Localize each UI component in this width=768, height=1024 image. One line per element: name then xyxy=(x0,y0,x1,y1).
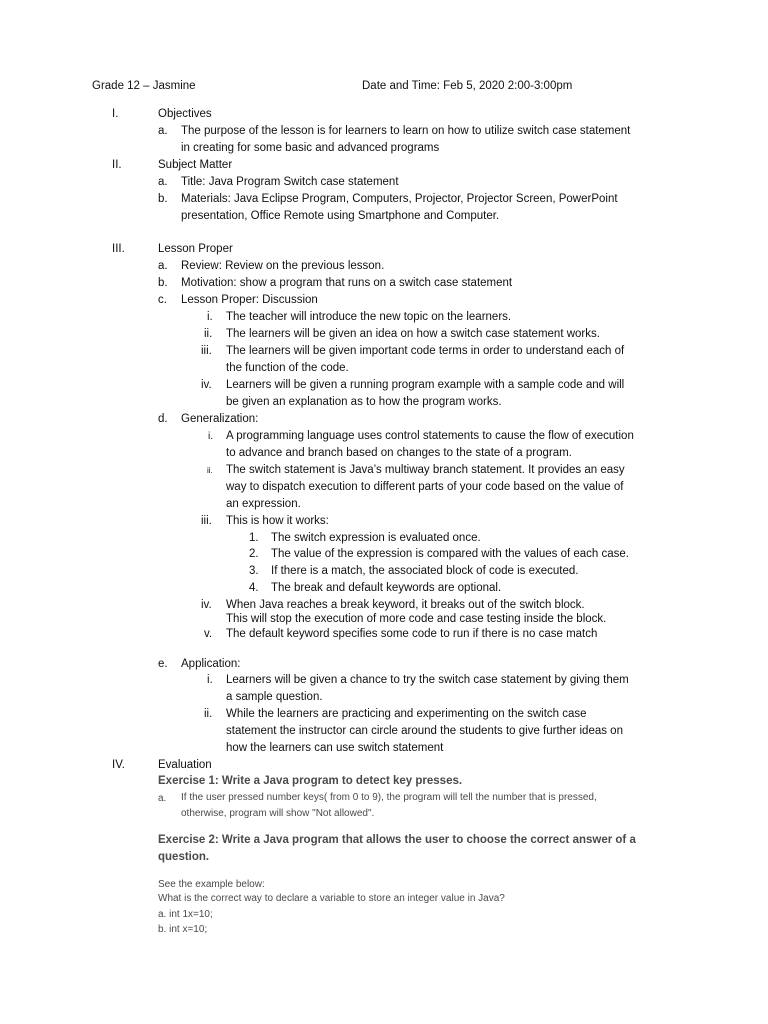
example-question: What is the correct way to declare a variable to store an integer value in Java? xyxy=(158,893,505,904)
header-date-time: Date and Time: Feb 5, 2020 2:00-3:00pm xyxy=(362,80,573,92)
list-item: an expression. xyxy=(226,498,301,510)
item-marker: d. xyxy=(158,413,168,425)
list-item: Lesson Proper: Discussion xyxy=(181,294,318,306)
item-marker: e. xyxy=(158,658,168,670)
list-item: When Java reaches a break keyword, it breaks out of the switch block. xyxy=(226,599,585,611)
objective-text-line: in creating for some basic and advanced programs xyxy=(181,142,440,154)
item-marker: b. xyxy=(158,277,168,289)
section-number: III. xyxy=(112,243,125,255)
number-marker: 2. xyxy=(249,548,259,560)
section-title-lesson-proper: Lesson Proper xyxy=(158,243,233,255)
materials-line: presentation, Office Remote using Smartphone and Computer. xyxy=(181,210,500,222)
roman-marker: ii. xyxy=(207,466,213,475)
item-marker: a. xyxy=(158,793,167,804)
roman-marker: ii. xyxy=(204,328,213,340)
list-item: Learners will be given a running program example with a sample code and will xyxy=(226,379,625,391)
list-item: statement the instructor can circle around the students to give further ideas on xyxy=(226,725,623,737)
list-item: The switch expression is evaluated once. xyxy=(271,532,481,544)
section-title-evaluation: Evaluation xyxy=(158,759,212,771)
list-item: The default keyword specifies some code to run if there is no case match xyxy=(226,628,598,640)
list-item: Generalization: xyxy=(181,413,259,425)
list-item: The learners will be given important code terms in order to understand each of xyxy=(226,345,625,357)
item-marker: c. xyxy=(158,294,167,306)
exercise-2-heading: Exercise 2: Write a Java program that allows the user to choose the correct answer of a xyxy=(158,834,636,846)
list-item: The switch statement is Java’s multiway branch statement. It provides an easy xyxy=(226,464,625,476)
list-item: how the learners can use switch statement xyxy=(226,742,444,754)
number-marker: 4. xyxy=(249,582,259,594)
section-number: II. xyxy=(112,159,122,171)
roman-marker: iii. xyxy=(201,345,212,357)
example-option: b. int x=10; xyxy=(158,924,208,935)
exercise-1-text: otherwise, program will show "Not allowed". xyxy=(181,808,375,819)
roman-marker: iv. xyxy=(201,599,212,611)
list-item: Application: xyxy=(181,658,241,670)
list-item: the function of the code. xyxy=(226,362,349,374)
materials-line: Materials: Java Eclipse Program, Computers, Projector, Projector Screen, PowerPoint xyxy=(181,193,618,205)
item-marker: b. xyxy=(158,193,168,205)
list-item: This will stop the execution of more code and case testing inside the block. xyxy=(226,613,607,625)
roman-marker: i. xyxy=(207,311,213,323)
header-grade: Grade 12 – Jasmine xyxy=(92,80,196,92)
list-item: a sample question. xyxy=(226,691,323,703)
roman-marker: v. xyxy=(204,628,213,640)
roman-marker: iii. xyxy=(201,515,212,527)
section-number: I. xyxy=(112,108,119,120)
section-title-subject-matter: Subject Matter xyxy=(158,159,233,171)
list-item: If there is a match, the associated block of code is executed. xyxy=(271,565,579,577)
list-item: The value of the expression is compared with the values of each case. xyxy=(271,548,629,560)
item-marker: a. xyxy=(158,125,168,137)
list-item: This is how it works: xyxy=(226,515,329,527)
section-number: IV. xyxy=(112,759,126,771)
list-item: Motivation: show a program that runs on a switch case statement xyxy=(181,277,513,289)
roman-marker: ii. xyxy=(204,708,213,720)
example-intro: See the example below: xyxy=(158,879,265,890)
exercise-1-text: If the user pressed number keys( from 0 to 9), the program will tell the number that is pressed, xyxy=(181,792,597,803)
exercise-2-heading: question. xyxy=(158,851,210,863)
roman-marker: i. xyxy=(207,674,213,686)
list-item: way to dispatch execution to different parts of your code based on the value of xyxy=(226,481,624,493)
list-item: Learners will be given a chance to try the switch case statement by giving them xyxy=(226,674,629,686)
item-marker: a. xyxy=(158,260,168,272)
item-marker: a. xyxy=(158,176,168,188)
list-item: A programming language uses control statements to cause the flow of execution xyxy=(226,430,634,442)
list-item: Review: Review on the previous lesson. xyxy=(181,260,385,272)
subject-title: Title: Java Program Switch case statement xyxy=(181,176,399,188)
number-marker: 1. xyxy=(249,532,259,544)
list-item: be given an explanation as to how the program works. xyxy=(226,396,502,408)
list-item: The learners will be given an idea on how a switch case statement works. xyxy=(226,328,600,340)
list-item: The teacher will introduce the new topic on the learners. xyxy=(226,311,512,323)
list-item: to advance and branch based on changes to the state of a program. xyxy=(226,447,572,459)
roman-marker: iv. xyxy=(201,379,212,391)
section-title-objectives: Objectives xyxy=(158,108,212,120)
objective-text-line: The purpose of the lesson is for learners to learn on how to utilize switch case statement xyxy=(181,125,631,137)
exercise-1-heading: Exercise 1: Write a Java program to detect key presses. xyxy=(158,775,463,787)
example-option: a. int 1x=10; xyxy=(158,909,213,920)
roman-marker: i. xyxy=(208,431,213,442)
list-item: The break and default keywords are optional. xyxy=(271,582,502,594)
list-item: While the learners are practicing and experimenting on the switch case xyxy=(226,708,587,720)
number-marker: 3. xyxy=(249,565,259,577)
